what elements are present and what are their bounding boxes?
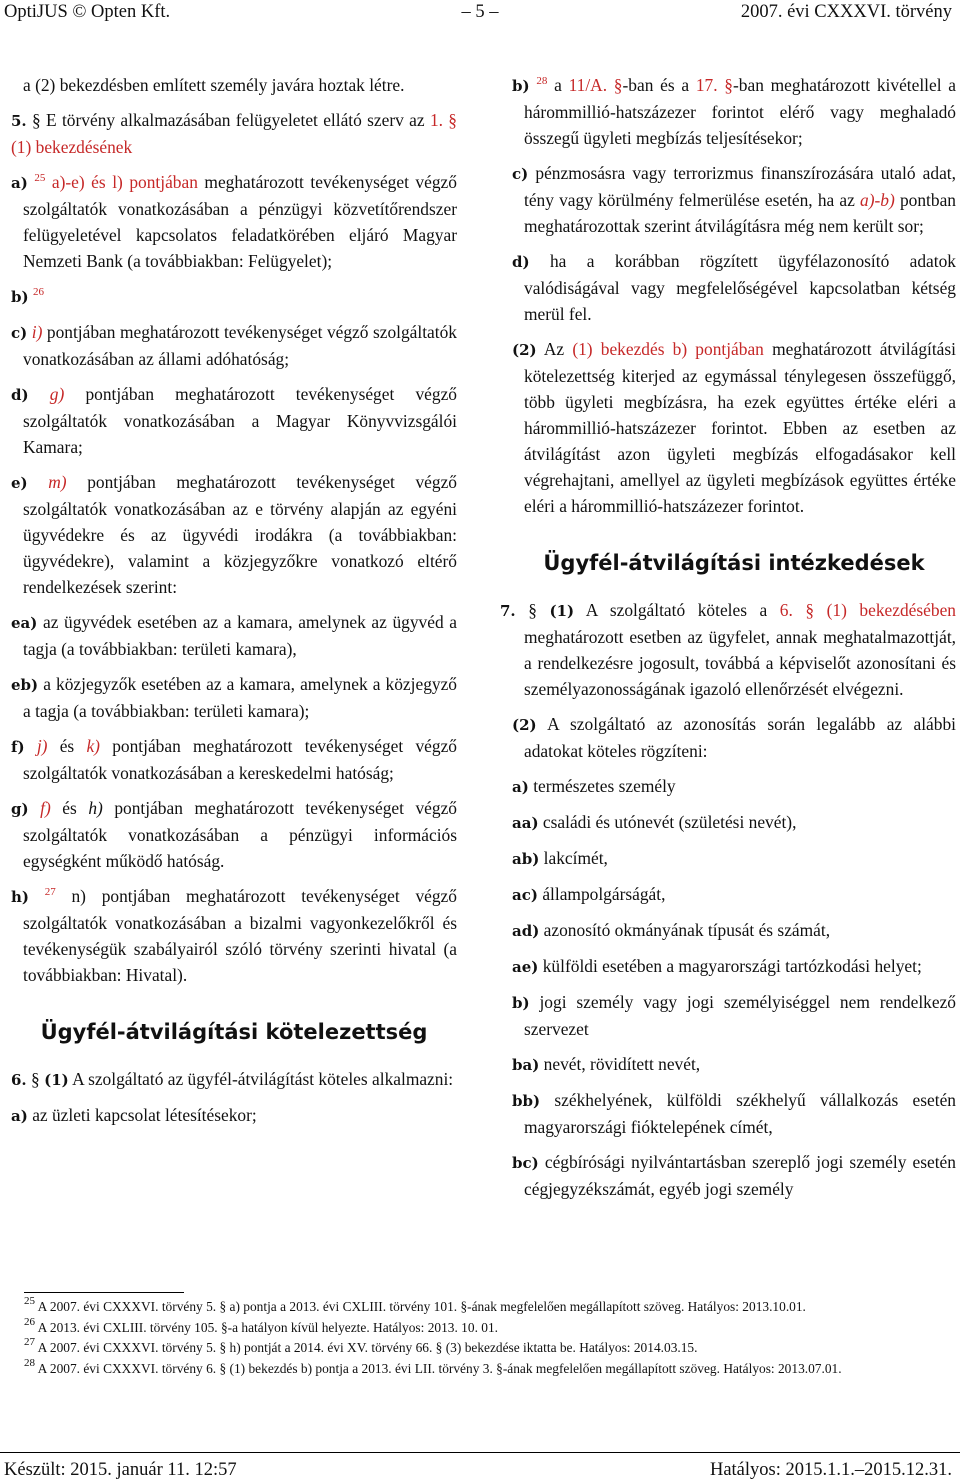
section-6-point-d-text: ha a korábban rögzített ügyfélazonosító adatok valódiságával vagy megfelelőségével kapcsolatban kétség merül fel. [524,251,956,324]
section-7 [500,597,956,702]
section-6-point-a-text: az üzleti kapcsolat létesítésekor; [32,1105,257,1125]
section-6-point-b-text: -ban meghatározott kivétellel a hárommillió-hatszázezer forintot elérő vagy meghaladó összegű ügyleti megbízás teljesítésekor; [524,75,957,148]
item-ad [512,917,956,944]
footnote-ref-26[interactable]: 26 [32,286,44,298]
point-a-text: meghatározott tevékenységet végző szolgáltatók vonatkozásában a pénzügyi közvetítőrendszer felügyeletével kapcsolatos feladatkörében eljáró Magyar Nemzeti Bank (a továbbiakban: Felügyelet); [23,172,457,271]
point-e-label: e) [11,474,28,492]
point-eb [11,671,457,724]
paragraph-2-number: (2) [512,341,537,359]
point-c [11,319,457,372]
section-6-point-b-prefix: a [554,75,562,95]
section-6-paragraph-2 [512,336,956,519]
footnote-27 [4,1336,956,1358]
point-b [11,283,457,310]
section-6-point-b-middle: -ban és a [622,75,690,95]
item-ab-label: ab) [512,850,540,868]
section-sign: § [32,110,41,130]
point-e-text: pontjában meghatározott tevékenységet végző szolgáltatók vonatkozásában az e törvény alapján az egyéni ügyvédekre és az ügyvédi irodákra (a továbbiakban: ügyvédekre), valamint a közjegyzőkre vonatkozó eltérő rendelkezések szerint: [23,472,457,597]
right-column [500,72,957,1202]
item-ae-label: ae) [512,958,539,976]
point-d-text: pontjában meghatározott tevékenységet végző szolgáltatók vonatkozásában a Magyar Könyvvizsgálói Kamara; [23,384,457,457]
item-b [512,989,956,1042]
footnote-ref-28[interactable]: 28 [536,75,548,87]
footer-divider [0,1452,960,1453]
continuation-paragraph: a (2) bekezdésben említett személy javára hoztak létre. [23,75,405,95]
item-bb-text: székhelyének, külföldi székhelyű vállalkozás esetén magyarországi fióktelepének címét, [524,1090,956,1137]
footnote-text: A 2007. évi CXXXVI. törvény 5. § h) pontját a 2014. évi XV. törvény 66. § (3) bekezdése iktatta be. Hatályos: 2014.03.15. [37,1340,698,1355]
section-sign: § [528,600,537,620]
item-ae [512,953,956,980]
section-7-paragraph-2-number: (2) [512,716,537,734]
section-6-point-a [11,1102,457,1129]
footnote-text: A 2007. évi CXXXVI. törvény 6. § (1) bekezdés b) pontja a 2013. évi LII. törvény 3. §-ának megfelelően megállapított szöveg. Hatályos: 2013.07.01. [37,1360,842,1376]
point-ea-label: ea) [11,614,38,632]
item-ac-label: ac) [512,886,538,904]
point-f [11,733,457,786]
section-6-point-c-text-2: pontban meghatározottak szerint átvilágításra még nem került sor; [524,190,956,236]
item-aa [512,809,956,836]
section-6-point-b-label: b) [512,77,530,95]
item-ac [512,881,956,908]
section-6 [11,1066,457,1093]
point-b-label: b) [11,288,29,306]
footnote-ref-25[interactable]: 25 [34,172,46,184]
section-sign: § [31,1069,40,1089]
section-6-point-a-label: a) [11,1107,28,1125]
footnotes [4,1295,956,1380]
item-b-text: jogi személy vagy jogi személyiséggel nem rendelkező szervezet [524,992,956,1039]
point-eb-text: a közjegyzők esetében az a kamara, amelynek a közjegyző a tagja (a továbbiakban: területi kamara); [23,674,457,721]
item-ad-label: ad) [512,922,540,940]
point-d-label: d) [11,386,29,404]
footnote-ref-27[interactable]: 27 [44,886,56,898]
section-7-paragraph-2-text: A szolgáltató az azonosítás során legalább az alábbi adatokat köteles rögzíteni: [524,714,956,761]
item-bc-label: bc) [512,1154,539,1172]
section-17-reference-link[interactable]: 17. § [695,75,733,95]
header-publisher: OptiJUS © Opten Kft. [4,2,171,22]
point-g-label: g) [11,800,29,818]
point-f-conjunction: és [59,736,75,756]
section-7-number: 7. [500,602,516,620]
point-c-reference-link[interactable]: i) [31,322,43,342]
item-a [512,773,956,800]
point-h-text: n) pontjában meghatározott tevékenységet végző szolgáltatók vonatkozásában a bizalmi vagyonkezelőkről és tevékenységük szabályairól szóló törvény szerinti hivatal (a továbbiakban: Hivatal). [23,886,457,985]
section-7-paragraph-number: (1) [549,602,575,620]
point-a [11,169,457,274]
section-7-reference-link[interactable]: 6. § (1) bekezdésében [779,600,956,620]
item-b-label: b) [512,994,530,1012]
section-6-point-c-label: c) [512,165,529,183]
footer-validity-period: Hatályos: 2015.1.1.–2015.12.31. [709,1460,952,1480]
header-law-title: 2007. évi CXXXVI. törvény [740,2,952,22]
point-g-text: pontjában meghatározott tevékenységet végző szolgáltatók vonatkozásában a pénzügyi információs egységként működő hatóság. [23,798,457,871]
item-ad-text: azonosító okmányának típusát és számát, [543,920,831,940]
item-ab-text: lakcímét, [543,848,608,868]
section-heading-due-diligence-measures: Ügyfél-átvilágítási intézkedések [543,551,925,575]
footnote-26 [4,1315,956,1338]
point-f-text: pontjában meghatározott tevékenységet végző szolgáltatók vonatkozásában a kereskedelmi hatóság; [23,736,457,783]
point-d [11,381,457,460]
point-g-reference-link-1[interactable]: f) [40,798,51,818]
section-6-text: A szolgáltató az ügyfél-átvilágítást köteles alkalmazni: [72,1069,454,1089]
point-eb-label: eb) [11,676,39,694]
point-d-reference-link[interactable]: g) [49,384,65,404]
section-heading-due-diligence-obligation: Ügyfél-átvilágítási kötelezettség [40,1020,428,1044]
section-6-point-c-text: pénzmosásra vagy terrorizmus finanszírozására utaló adat, tény vagy körülmény felmerülése esetén, ha az [524,163,956,210]
item-bb [512,1087,956,1140]
point-f-reference-link-2[interactable]: k) [86,736,100,756]
item-bc [512,1149,956,1202]
footnote-text: A 2007. évi CXXXVI. törvény 5. § a) pontja a 2013. évi CXLIII. törvény 101. §-ának megfelelően megállapított szöveg. Hatályos: 2013.10.01. [37,1299,806,1314]
section-7-text: meghatározott esetben az ügyfelet, annak meghatalmazottját, a rendelkezésre jogosult, továbbá a képviselőt azonosítani és személyazonosságának igazoló ellenőrzését elvégezni. [524,627,956,699]
section-6-paragraph-number: (1) [44,1071,69,1089]
item-ac-text: állampolgárságát, [542,884,666,904]
point-f-label: f) [11,738,25,756]
paragraph-2-prefix: Az [543,339,565,359]
left-column [11,72,457,1129]
point-e-reference-link[interactable]: m) [48,472,67,492]
section-6-number: 6. [11,1071,27,1089]
item-a-label: a) [512,778,529,796]
footnote-number: 26 [24,1315,35,1328]
section-7-prefix: A szolgáltató köteles a [585,600,768,620]
section-6-point-d-label: d) [512,253,530,271]
item-a-text: természetes személy [533,776,676,796]
footnote-separator [24,1292,184,1293]
section-5-text: E törvény alkalmazásában felügyeletet ellátó szerv az [46,110,425,130]
item-ba [512,1051,956,1078]
item-ae-text: külföldi esetében a magyarországi tartózkodási helyet; [542,956,922,976]
section-7-paragraph-2 [512,711,956,764]
footnote-28 [4,1356,956,1379]
item-aa-label: aa) [512,814,539,832]
point-f-reference-link-1[interactable]: j) [36,736,48,756]
footnote-25 [4,1295,956,1317]
section-11a-reference-link[interactable]: 11/A. § [568,75,623,95]
footnote-number: 27 [24,1336,35,1348]
section-5-number: 5. [11,112,27,130]
item-ba-label: ba) [512,1056,540,1074]
point-c-label: c) [11,324,28,342]
section-6-point-d [512,248,956,327]
point-h [11,883,457,988]
point-a-reference-link[interactable]: a)-e) és l) pontjában [51,172,198,192]
paragraph-2-reference-link[interactable]: (1) bekezdés b) pontjában [572,339,764,359]
footnote-number: 28 [24,1356,35,1369]
section-5 [11,107,457,160]
item-aa-text: családi és utónevét (születési nevét), [542,812,797,832]
point-a-label: a) [11,174,28,192]
page-header [0,2,960,28]
point-ea-text: az ügyvédek esetében az a kamara, amelynek az ügyvéd a tagja (a továbbiakban: területi kamara), [23,612,457,659]
paragraph-2-text: meghatározott átvilágítási kötelezettség kiterjed az egymással ténylegesen összefüggő, több ügyleti megbízásra, ha ezek együttes értéke eléri a hárommillió-hatszázezer forintot. Ebben az esetben az átvilágítást azon ügyleti megbízás elfogadásakor kell végrehajtani, amellyel az ügyleti megbízások együttes értéke eléri a hárommillió-hatszázezer forintot. [524,339,957,516]
section-6-point-c-reference-link[interactable]: a)-b) [860,190,895,210]
section-5-reference-link[interactable]: 1. § (1) bekezdésének [11,110,457,157]
point-e [11,469,457,600]
item-ba-text: nevét, rövidített nevét, [543,1054,701,1074]
point-c-text: pontjában meghatározott tevékenységet végző szolgáltatók vonatkozásában az állami adóhatóság; [23,322,458,369]
point-h-label: h) [11,888,30,906]
section-6-point-b [512,72,956,151]
footnote-number: 25 [24,1295,35,1307]
point-ea [11,609,457,662]
footnote-text: A 2013. évi CXLIII. törvény 105. §-a hatályon kívül helyezte. Hatályos: 2013. 10. 01. [37,1319,499,1335]
item-bc-text: cégbírósági nyilvántartásban szereplő jogi személy esetén cégjegyzékszámát, egyéb jogi személy [524,1152,956,1199]
item-ab [512,845,956,872]
point-g-reference-2: h) [88,798,103,818]
footer-created-date: Készült: 2015. január 11. 12:57 [4,1460,237,1480]
point-g-conjunction: és [62,798,77,818]
point-g [11,795,457,874]
header-page-number: – 5 – [461,2,499,22]
item-bb-label: bb) [512,1092,541,1110]
section-6-point-c [512,160,956,239]
